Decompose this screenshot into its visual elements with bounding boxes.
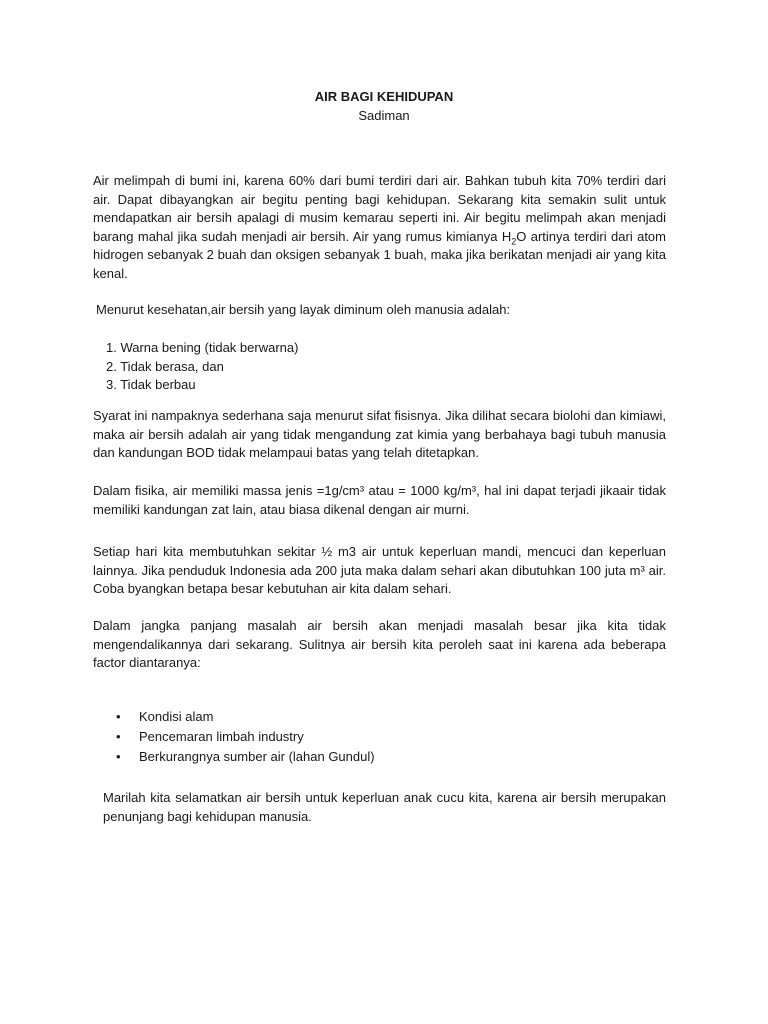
paragraph-long-term: Dalam jangka panjang masalah air bersih akan menjadi masalah besar jika kita tidak mengendalikannya dari sekarang. Sulitnya air bersih kita peroleh saat ini karena ada beberapa factor diantaranya: (93, 618, 666, 670)
bullet-list (116, 707, 375, 767)
bullet-text: Pencemaran limbah industry (139, 729, 304, 744)
bullet-icon: • (116, 709, 121, 724)
bullet-icon: • (116, 729, 121, 744)
paragraph-physics: Dalam fisika, air memiliki massa jenis =1g/cm³ atau = 1000 kg/m³, hal ini dapat terjadi jikaair tidak memiliki kandungan zat lain, atau biasa dikenal dengan air murni. (93, 483, 666, 517)
bullet-icon: • (116, 749, 121, 764)
document-author: Sadiman (358, 108, 410, 123)
document-title: AIR BAGI KEHIDUPAN (314, 89, 454, 104)
list-item (116, 707, 375, 727)
numbered-list (106, 339, 298, 395)
paragraph-requirements: Syarat ini nampaknya sederhana saja menurut sifat fisisnya. Jika dilihat secara biolohi dan kimiawi, maka air bersih adalah air yang tidak mengandung zat kimia yang berbahaya bagi tubuh manusia dan kandungan BOD tidak melampaui batas yang telah ditetapkan. (93, 408, 666, 460)
paragraph-health-criteria: Menurut kesehatan,air bersih yang layak diminum oleh manusia adalah: (96, 302, 511, 317)
list-item (116, 727, 375, 747)
bullet-text: Berkurangnya sumber air (lahan Gundul) (139, 749, 375, 764)
h2o-subscript: 2 (511, 236, 517, 247)
paragraph-intro (93, 172, 666, 283)
paragraph-closing: Marilah kita selamatkan air bersih untuk keperluan anak cucu kita, karena air bersih merupakan penunjang bagi kehidupan manusia. (103, 790, 666, 824)
list-item: 1. Warna bening (tidak berwarna) (106, 340, 299, 355)
paragraph-daily-need: Setiap hari kita membutuhkan sekitar ½ m3 air untuk keperluan mandi, mencuci dan keperluan lainnya. Jika penduduk Indonesia ada 200 juta maka dalam sehari akan dibutuhkan 100 juta m³ air. Coba byangkan betapa besar kebutuhan air kita dalam sehari. (93, 544, 666, 596)
list-item: 3. Tidak berbau (106, 377, 196, 392)
paragraph-intro-text-a: Air melimpah di bumi ini, karena 60% dari bumi terdiri dari air. Bahkan tubuh kita 70% terdiri dari air. Dapat dibayangkan air begitu penting bagi kehidupan. Sekarang kita semakin sulit untuk mendapatkan air bersih apalagi di musim kemarau seperti ini. Air begitu melimpah akan menjadi barang mahal jika sudah menjadi air bersih. Air yang rumus kimianya H (93, 173, 666, 244)
paragraph-intro-text-b: O artinya terdiri dari atom hidrogen sebanyak 2 buah dan oksigen sebanyak 1 buah, maka jika berikatan menjadi air yang kita kenal. (93, 228, 666, 281)
bullet-text: Kondisi alam (139, 709, 214, 724)
list-item: 2. Tidak berasa, dan (106, 358, 224, 374)
list-item (116, 747, 375, 767)
